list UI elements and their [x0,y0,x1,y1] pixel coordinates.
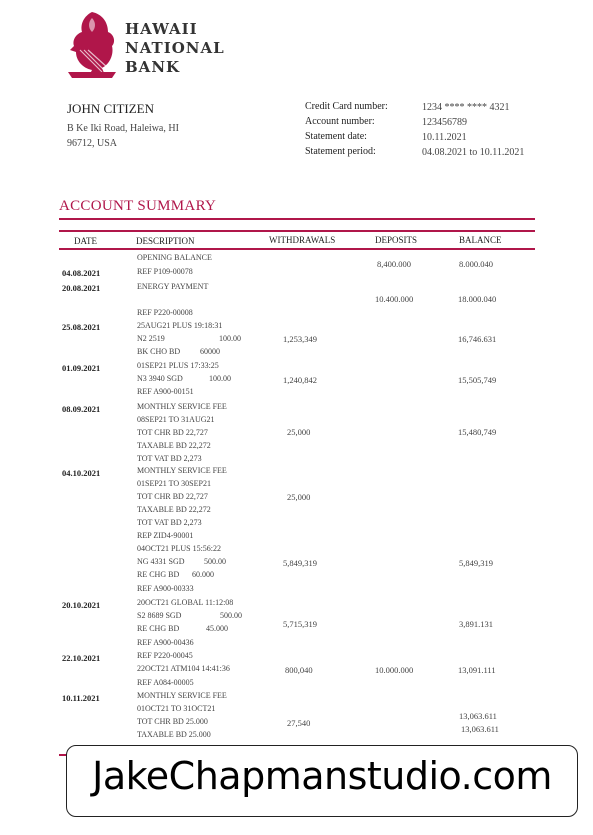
description-line: ENERGY PAYMENT [137,282,209,291]
description-line: TOT CHR BD 22,727 [137,492,208,501]
customer-name: JOHN CITIZEN [67,101,155,116]
withdrawal-cell: 1,240,842 [283,375,317,385]
description-line: REP ZID4-90001 [137,531,194,540]
warrior-helmet-icon [62,10,122,80]
withdrawal-cell: 1,253,349 [283,334,317,344]
description-line: TOT CHR BD 25.000 [137,717,208,726]
table-top-rule [59,230,535,232]
withdrawal-cell: 25,000 [287,492,311,502]
description-amount: 500.00 [204,557,226,566]
description-line: 08SEP21 TO 31AUG21 [137,415,215,424]
description-line: 22OCT21 ATM104 14:41:36 [137,664,230,673]
statement-date-value: 10.11.2021 [422,132,467,143]
description-line: REF P220-00045 [137,651,193,660]
date-cell: 08.09.2021 [62,404,101,414]
bank-name [125,20,225,77]
withdrawal-cell: 5,715,319 [283,619,317,629]
balance-cell: 16,746.631 [458,334,497,344]
description-line: TAXABLE BD 22,272 [137,441,211,450]
description-line: N2 2519 [137,334,165,343]
bank-name-line2: NATIONAL [125,39,225,57]
date-cell: 10.11.2021 [62,693,100,703]
deposit-cell: 8,400.000 [377,259,411,269]
balance-cell: 13,091.111 [458,665,496,675]
description-line: 20OCT21 GLOBAL 11:12:08 [137,598,234,607]
customer-address-line1: B Ke Iki Road, Haleiwa, HI [67,123,179,134]
description-line: 25AUG21 PLUS 19:18:31 [137,321,223,330]
description-line: TOT CHR BD 22,727 [137,428,208,437]
description-line: REF A084-00005 [137,678,194,687]
description-amount: 60.000 [192,570,214,579]
balance-cell: 8.000.040 [459,259,493,269]
balance-cell: 15,505,749 [458,375,497,385]
deposit-cell: 10.000.000 [375,665,414,675]
description-line: 01SEP21 TO 30SEP21 [137,479,211,488]
description-line: REF A900-00436 [137,638,194,647]
description-amount: 60000 [200,347,220,356]
description-line: TOT VAT BD 2,273 [137,518,202,527]
description-line: MONTHLY SERVICE FEE [137,466,227,475]
description-line: REF P220-00008 [137,308,193,317]
header-deposits: DEPOSITS [375,235,418,245]
description-line: REF A900-00151 [137,387,194,396]
header-date: DATE [74,236,97,246]
account-number-value: 123456789 [422,117,467,128]
description-line: TOT VAT BD 2,273 [137,454,202,463]
balance-cell: 5,849,319 [459,558,493,568]
description-line: RE CHG BD [137,624,180,633]
description-line: OPENING BALANCE [137,253,212,262]
description-line: REF P109-00078 [137,267,193,276]
description-line: 01OCT21 TO 31OCT21 [137,704,216,713]
date-cell: 22.10.2021 [62,653,101,663]
description-line: RE CHG BD [137,570,180,579]
withdrawal-cell: 800,040 [285,665,313,675]
date-cell: 20.08.2021 [62,283,101,293]
table-header-rule [59,248,535,250]
customer-address-line2: 96712, USA [67,138,118,149]
description-line: NG 4331 SGD [137,557,185,566]
date-cell: 04.08.2021 [62,268,101,278]
description-line: 01SEP21 PLUS 17:33:25 [137,361,219,370]
watermark-banner [66,745,578,817]
bank-name-line1: HAWAII [125,20,198,38]
date-cell: 01.09.2021 [62,363,101,373]
account-number-label: Account number: [305,116,375,127]
deposit-cell: 10.400.000 [375,294,414,304]
description-amount: 100.00 [209,374,231,383]
credit-card-label: Credit Card number: [305,101,388,112]
balance-cell: 13,063.611 [459,711,497,721]
statement-date-label: Statement date: [305,131,367,142]
withdrawal-cell: 25,000 [287,427,311,437]
description-line: TAXABLE BD 25.000 [137,730,211,739]
header-withdrawals: WITHDRAWALS [269,235,336,245]
statement-period-label: Statement period: [305,146,376,157]
description-line: BK CHO BD [137,347,181,356]
description-amount: 45.000 [206,624,228,633]
description-line: 04OCT21 PLUS 15:56:22 [137,544,222,553]
description-amount: 100.00 [219,334,241,343]
summary-title-rule [59,218,535,220]
withdrawal-cell: 5,849,319 [283,558,317,568]
watermark-text: JakeChapmanstudio.com [92,754,552,798]
bank-name-line3: BANK [125,58,181,76]
bank-logo [62,10,122,80]
date-cell: 25.08.2021 [62,322,101,332]
date-cell: 04.10.2021 [62,468,101,478]
header-description: DESCRIPTION [136,236,195,246]
balance-cell: 3,891.131 [459,619,493,629]
balance-cell: 15,480,749 [458,427,497,437]
description-amount: 500.00 [220,611,242,620]
summary-title: ACCOUNT SUMMARY [59,198,217,214]
withdrawal-cell: 27,540 [287,718,311,728]
description-line: N3 3940 SGD [137,374,183,383]
header-balance: BALANCE [459,235,502,245]
date-cell: 20.10.2021 [62,600,101,610]
description-line: REF A900-00333 [137,584,194,593]
credit-card-value: 1234 **** **** 4321 [422,102,510,113]
description-line: MONTHLY SERVICE FEE [137,691,227,700]
statement-period-value: 04.08.2021 to 10.11.2021 [422,147,525,158]
description-line: S2 8689 SGD [137,611,182,620]
balance-cell: 13,063.611 [461,724,499,734]
description-line: MONTHLY SERVICE FEE [137,402,227,411]
description-line: TAXABLE BD 22,272 [137,505,211,514]
balance-cell: 18.000.040 [458,294,497,304]
